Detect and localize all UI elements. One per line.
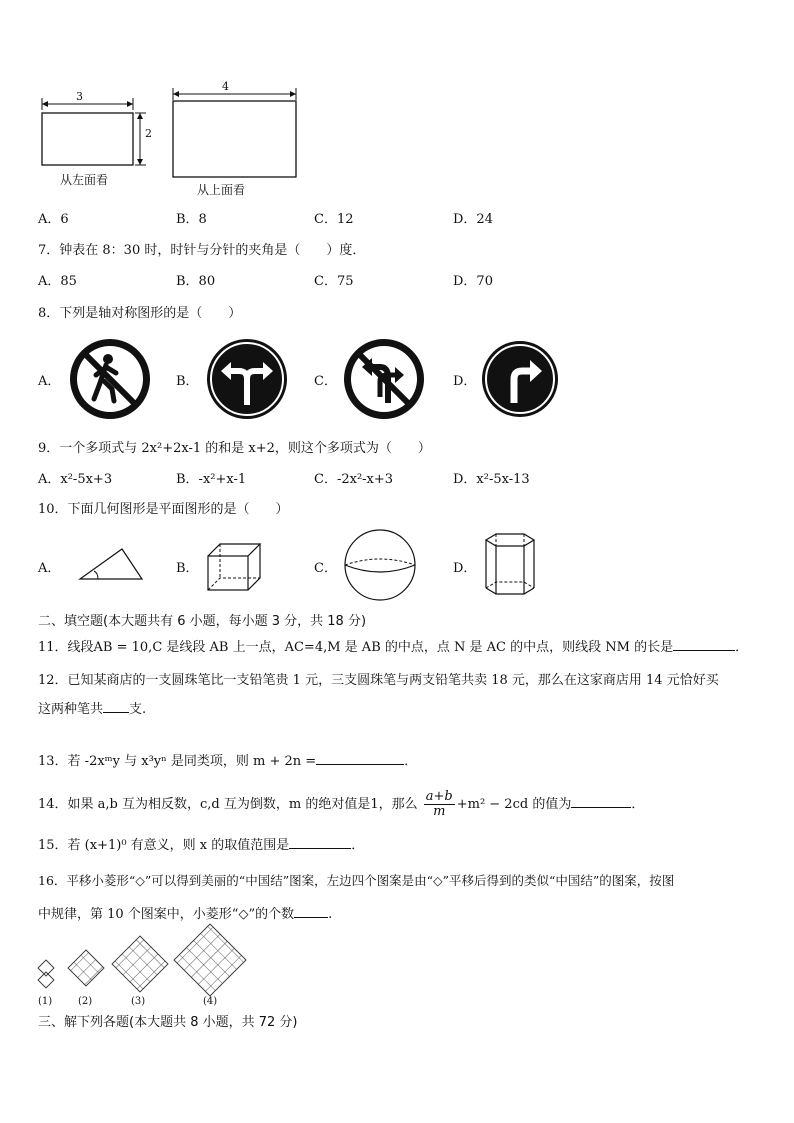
triangle-figure: [76, 545, 148, 585]
q14-line: 14．如果 a,b 互为相反数，c,d 互为倒数，m 的绝对值是1，那么 $\frac{a+b}{m}$ +m² − 2cd 的值为 ．: [38, 789, 645, 819]
q14-fraction-numerator: a+b: [425, 789, 453, 804]
q13-answer-blank[interactable]: [316, 752, 404, 765]
q14-text-post: +m² − 2cd 的值为: [456, 797, 572, 812]
q7-option-d[interactable]: D．70: [453, 274, 493, 289]
q6-option-b[interactable]: B．8: [176, 212, 207, 227]
q7-option-b[interactable]: B．80: [176, 274, 216, 289]
pattern-caption-1: (1): [38, 996, 53, 1007]
section-3-heading: 三、解下列各题(本大题共 8 小题，共 72 分): [38, 1015, 298, 1030]
q15-answer-blank[interactable]: [289, 836, 351, 849]
q8-label-a[interactable]: A．: [38, 374, 61, 389]
q9-option-b[interactable]: B．-x²+x-1: [176, 472, 247, 487]
turn-right-sign-icon: [480, 339, 560, 419]
top-view-caption: 从上面看: [197, 183, 246, 197]
q11-answer-blank[interactable]: [673, 638, 735, 651]
q8-label-c[interactable]: C．: [314, 374, 337, 389]
q10-label-c[interactable]: C．: [314, 561, 337, 576]
q14-fraction: [424, 790, 455, 819]
pattern-caption-4: (4): [203, 996, 218, 1007]
q12-answer-blank[interactable]: [103, 700, 129, 713]
cube-figure: [204, 540, 264, 594]
q12-line-2: 这两种笔共 支.: [38, 702, 147, 717]
q12-line-1: 12．已知某商店的一支圆珠笔比一支铅笔贵 1 元，三支圆珠笔与两支铅笔共卖 18 元，那么在这家商店用 14 元恰好买: [38, 673, 719, 688]
left-view-height-label: 2: [145, 127, 152, 140]
q16-line-2: 中规律，第 10 个图案中，小菱形“◇”的个数 .: [38, 907, 333, 922]
q10-label-d[interactable]: D．: [453, 561, 477, 576]
q10-label-b[interactable]: B．: [176, 561, 199, 576]
q9-option-d[interactable]: D．x²-5x-13: [453, 472, 530, 487]
q13-line: 13．若 -2xᵐy 与 x³yⁿ 是同类项，则 m + 2n = ．: [38, 754, 418, 769]
q11-line: 11．线段AB = 10,C 是线段 AB 上一点，AC=4,M 是 AB 的中点，点 N 是 AC 的中点，则线段 NM 的长是 ．: [38, 640, 749, 655]
q10-label-a[interactable]: A．: [38, 561, 61, 576]
q12-line-2-text: 这两种笔共: [38, 702, 104, 717]
q16-line-1: 16．平移小菱形“◇”可以得到美丽的“中国结”图案，左边四个图案是由“◇”平移后得到的类似“中国结”的图案，按图: [38, 873, 675, 888]
q9-option-a[interactable]: A．x²-5x+3: [38, 472, 113, 487]
q9-text: 9．一个多项式与 2x²+2x-1 的和是 x+2，则这个多项式为（ ）: [38, 441, 431, 456]
q9-option-c[interactable]: C．-2x²-x+3: [314, 472, 394, 487]
q13-text: 13．若 -2xᵐy 与 x³yⁿ 是同类项，则 m + 2n =: [38, 754, 317, 769]
q10-text: 10．下面几何图形是平面图形的是（ ）: [38, 502, 289, 517]
pattern-caption-2: (2): [78, 996, 93, 1007]
sphere-figure: [342, 527, 418, 603]
q11-text: 11．线段AB = 10,C 是线段 AB 上一点，AC=4,M 是 AB 的中点，点 N 是 AC 的中点，则线段 NM 的长是: [38, 640, 674, 655]
q7-text: 7．钟表在 8：30 时，时针与分针的夹角是（ ）度．: [38, 243, 366, 258]
section-2-heading: 二、填空题(本大题共有 6 小题，每小题 3 分，共 18 分): [38, 614, 367, 629]
q8-label-b[interactable]: B．: [176, 374, 199, 389]
chinese-knot-pattern-figure: [34, 922, 264, 1004]
q16-line-2-text: 中规律，第 10 个图案中，小菱形“◇”的个数: [38, 907, 295, 922]
q15-line: 15．若 (x+1)⁰ 有意义，则 x 的取值范围是 ．: [38, 838, 365, 853]
q8-text: 8．下列是轴对称图形的是（ ）: [38, 306, 242, 321]
q8-label-d[interactable]: D．: [453, 374, 477, 389]
q7-option-c[interactable]: C．75: [314, 274, 354, 289]
pattern-caption-3: (3): [131, 996, 146, 1007]
hexagonal-prism-figure: [480, 530, 540, 600]
q7-option-a[interactable]: A．85: [38, 274, 77, 289]
left-view-caption: 从左面看: [60, 173, 109, 187]
q15-text: 15．若 (x+1)⁰ 有意义，则 x 的取值范围是: [38, 838, 290, 853]
q6-option-c[interactable]: C．12: [314, 212, 354, 227]
q14-answer-blank[interactable]: [571, 795, 631, 808]
q16-answer-blank[interactable]: [294, 905, 328, 918]
q6-option-d[interactable]: D．24: [453, 212, 493, 227]
left-view-width-label: 3: [76, 90, 83, 103]
turn-left-right-sign-icon: [205, 337, 289, 421]
top-view-width-label: 4: [222, 80, 229, 93]
q6-option-a[interactable]: A．6: [38, 212, 69, 227]
q14-text-pre: 14．如果 a,b 互为相反数，c,d 互为倒数，m 的绝对值是1，那么: [38, 797, 418, 812]
no-pedestrian-sign-icon: [68, 337, 152, 421]
no-turn-sign-icon: [342, 337, 426, 421]
q14-fraction-denominator: m: [433, 804, 446, 819]
